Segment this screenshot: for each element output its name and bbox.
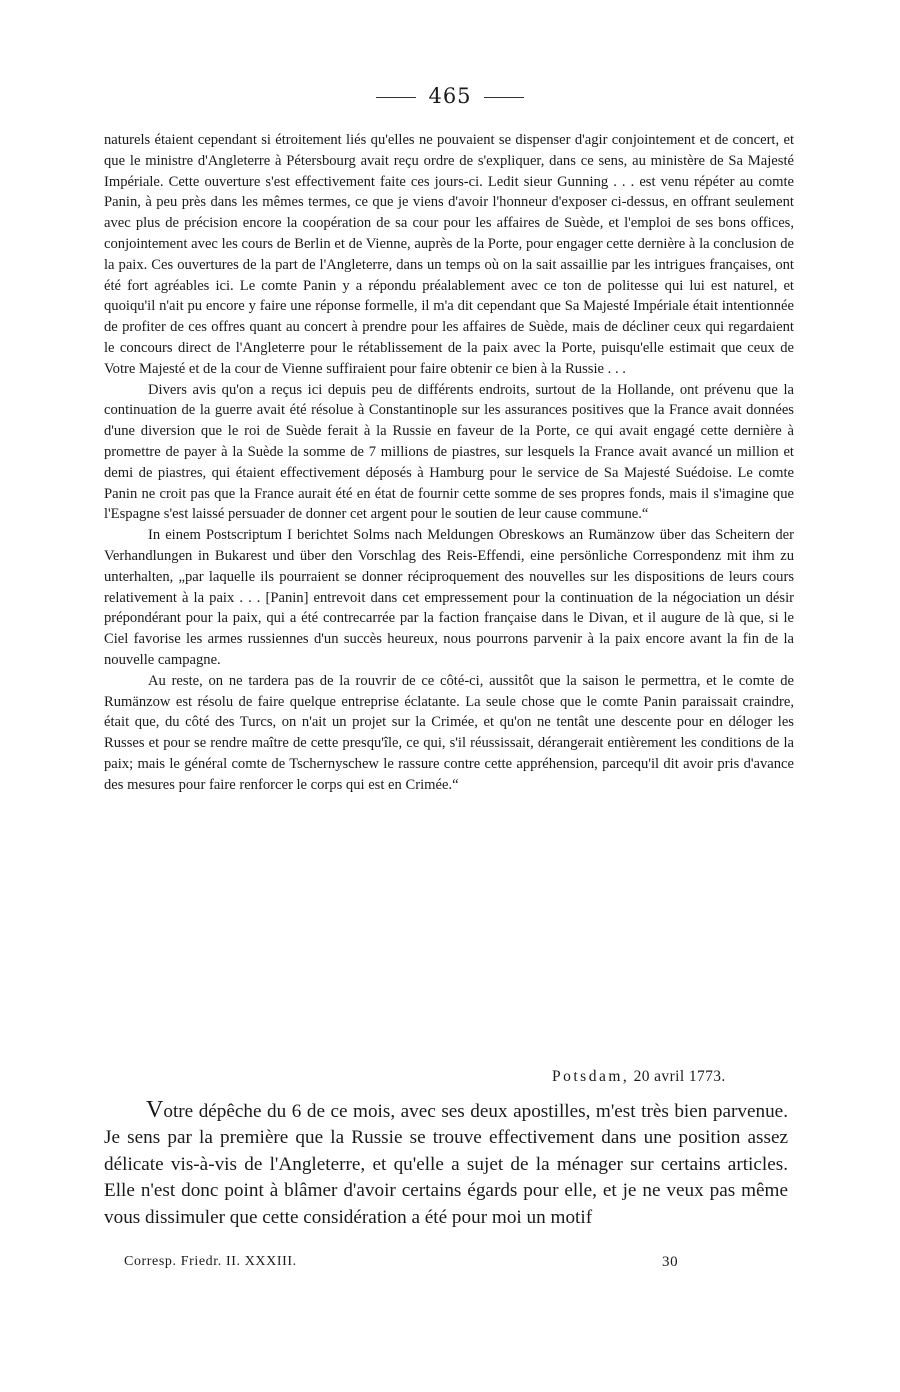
paragraph: Au reste, on ne tardera pas de la rouvrir de ce côté-ci, aussitôt que la saison le permettra, et le comte de Rumänzow est résolu de faire quelque entreprise éclatante. La seule chose que le comte Panin paraissait craindre, était que, du côté des Turcs, on n'ait un projet sur la Crimée, et qu'on ne tentât une descente pour en déloger les Russes et pour se rendre maître de cette presqu'île, ce qui, s'il réussissait, dérangerait entièrement les conditions de la paix; mais le général comte de Tschernyschew le rassure contre cette appréhension, parcequ'il dit avoir pris d'avance des mesures pour faire renforcer le corps qui est en Crimée.“ [104, 672, 794, 793]
paragraph: In einem Postscriptum I berichtet Solms nach Meldungen Obreskows an Rumänzow über das Scheitern der Verhandlungen in Bukarest und über den Vorschlag des Reis-Effendi, eine persönliche Correspondenz mit ihm zu unterhalten, „par laquelle ils pourraient se donner réciproquement des nouvelles sur les dispositions de leurs cours relativement à la paix . . . [Panin] entrevoit dans cet empressement pour la continuation de la négociation un désir prépondérant pour la paix, qui a été contrecarrée par la faction française dans le Divan, et il augure de là que, si le Ciel favorise les armes russiennes d'un succès heureux, nous pourrons parvenir à la paix encore avant la fin de la nouvelle campagne. [104, 527, 794, 668]
header-rule-left [376, 97, 416, 98]
dateline-date: 20 avril 1773. [633, 1068, 726, 1085]
footer-signature: Corresp. Friedr. II. XXXIII. [124, 1254, 297, 1269]
letter-paragraph [104, 1097, 788, 1231]
letter-text [104, 1097, 788, 1231]
page-number: 465 [428, 84, 472, 108]
letter-initial: V [146, 1097, 164, 1123]
dateline [552, 1068, 726, 1086]
footer-sheet-number: 30 [662, 1254, 679, 1270]
paragraph: Divers avis qu'on a reçus ici depuis peu de différents endroits, surtout de la Hollande, ont prévenu que la continuation de la guerre avait été résolue à Constantinople sur les assurances positives que la France avait données d'une diversion que le roi de Suède ferait à la Russie en faveur de la Porte, ce qui avait engagé cette dernière à promettre de payer à la Suède la somme de 7 millions de piastres, sur lesquels la France avait avancé un million et demi de piastres, qui étaient effectivement déposés à Hamburg pour le service de Sa Majesté Suédoise. Le comte Panin ne croit pas que la France aurait été en état de fournir cette somme de ses propres fonds, mais il s'imagine que l'Espagne s'est laissé persuader de donner cet argent pour le soutien de leur cause commune.“ [104, 381, 794, 523]
dateline-place: Potsdam, [552, 1068, 630, 1085]
header-rule-right [484, 97, 524, 98]
body-text [104, 130, 794, 796]
letter-body: otre dépêche du 6 de ce mois, avec ses deux apostilles, m'est très bien parvenue. Je sens par la première que la Russie se trouve effectivement dans une position assez délicate vis-à-vis de l'Angleterre, et qu'elle a sujet de la ménager sur certains articles. Elle n'est donc point à blâmer d'avoir certains égards pour elle, et je ne veux pas même vous dissimuler que cette considération a été pour moi un motif [104, 1101, 788, 1228]
paragraph: naturels étaient cependant si étroitement liés qu'elles ne pouvaient se dispenser d'agir conjointement et de concert, et que le ministre d'Angleterre à Pétersbourg avait reçu ordre de s'expliquer, dans ce sens, au ministère de Sa Majesté Impériale. Cette ouverture s'est effectivement faite ces jours-ci. Ledit sieur Gunning . . . est venu répéter au comte Panin, à peu près dans les mêmes termes, ce que je viens d'avoir l'honneur d'exposer ci-dessus, en offrant seulement avec plus de précision encore la coopération de sa cour pour les affaires de Suède, et l'emploi de ses bons offices, conjointement avec les cours de Berlin et de Vienne, auprès de la Porte, pour engager cette dernière à la conclusion de la paix. Ces ouvertures de la part de l'Angleterre, dans un temps où on la sait assaillie par les intrigues françaises, ont été fort agréables ici. Le comte Panin y a répondu préalablement avec ce ton de politesse qui lui est naturel, et quoiqu'il n'ait pu encore y faire une réponse formelle, il m'a dit cependant que Sa Majesté Impériale était intentionnée de profiter de ces offres quant au concert à prendre pour les affaires de Suède, mais de décliner ceux qui regardaient le concours direct de l'Angleterre pour le rétablissement de la paix avec la Porte, puisqu'elle estimait que ceux de Votre Majesté et de la cour de Vienne suffiraient pour faire obtenir ce bien à la Russie . . . [104, 132, 794, 377]
page-header [0, 84, 900, 108]
